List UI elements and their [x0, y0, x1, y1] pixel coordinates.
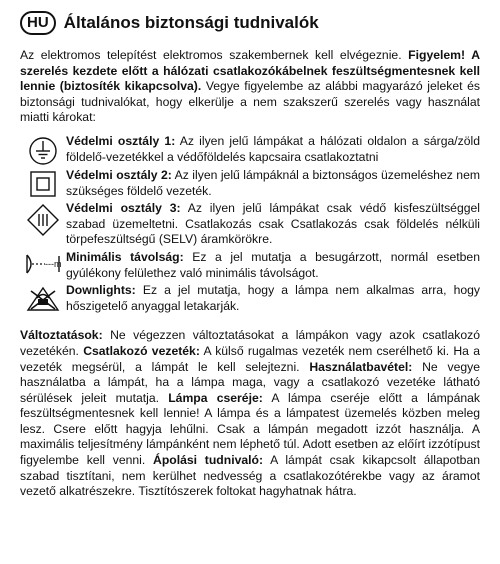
symbol-text: Az ilyen jelű lámpákat csak védő kisfeszültséggel szabad üzemeltetni. Csatlakozás csak Csatlakozás csak földelés nélküli törpefeszültségű (SELV) áramkörökre.: [66, 201, 480, 247]
double-insulation-icon: [20, 168, 66, 198]
symbol-label: Downlights:: [66, 283, 136, 298]
symbol-text: Az ilyen jelű lámpáknál a biztonságos üzemeléshez nem szükséges földelő vezeték.: [66, 167, 481, 198]
usage-label: Használatbavétel:: [309, 359, 413, 374]
changes-text: Ne végezzen változtatásokat a lámpákon vagy azok csatlakozó vezetékén.: [20, 328, 480, 358]
section-title: Általános biztonsági tudnivalók: [63, 13, 319, 32]
lamp-change-label: Lámpa cseréje:: [168, 390, 263, 405]
symbol-list: [20, 134, 480, 314]
symbol-row-class-1: [20, 134, 480, 166]
protective-earth-icon: [20, 134, 66, 166]
symbol-row-class-2: [20, 168, 480, 199]
distance-unit-label: ---m: [45, 258, 62, 269]
symbol-description: [66, 168, 480, 199]
usage-text: Ne vegye használatba a lámpát, ha a lámpa maga, vagy a csatlakozó vezetéke látható sérülések jeleit mutatja.: [20, 359, 481, 405]
symbol-text: Ez a jel mutatja, hogy a lámpa nem alkalmas arra, hogy hőszigetelő anyaggal letakarják.: [66, 283, 480, 313]
language-badge: HU: [20, 11, 56, 35]
instructions-paragraph: [20, 328, 480, 500]
care-label: Ápolási tudnivaló:: [153, 453, 264, 468]
intro-text: Az elektromos telepítést elektromos szakembernek kell elvégeznie.: [20, 48, 402, 62]
symbol-label: Védelmi osztály 3:: [66, 201, 181, 216]
intro-note: Vegye figyelembe az alábbi magyarázó jeleket és biztonsági tudnivalókat, hogy elkerülje a nem szakszerű szerelés vagy használat miatti károkat:: [20, 79, 480, 125]
symbol-row-min-distance: [20, 250, 480, 281]
section-header: [20, 10, 480, 36]
symbol-row-downlights: [20, 283, 480, 314]
changes-label: Változtatások:: [20, 328, 103, 343]
intro-warning: Figyelem! A szerelés kezdete előtt a hálózati csatlakozókábelnek feszültségmentesnek kell lennie (biztosíték kikapcsolva).: [20, 48, 480, 94]
symbol-label: Védelmi osztály 1:: [66, 133, 176, 148]
symbol-description: [66, 250, 480, 281]
care-text: A lámpát csak kikapcsolt állapotban szabad tisztítani, nem kerülhet nedvesség a csatlakozótérekbe vagy az áramot vezető alkatrészekre. Tisztítószerek foltokat hagyhatnak hátra.: [20, 453, 480, 499]
no-insulation-cover-icon: [20, 283, 66, 313]
cable-label: Csatlakozó vezeték:: [83, 343, 200, 358]
cable-text: A külső rugalmas vezeték nem cserélhető ki. Ha a vezeték megsérül, a lámpát le kell selejtezni.: [20, 343, 480, 374]
symbol-description: [66, 134, 480, 165]
minimum-distance-icon: [20, 250, 66, 276]
symbol-description: [66, 201, 480, 248]
intro-paragraph: [20, 48, 480, 126]
symbol-label: Védelmi osztály 2:: [66, 167, 172, 182]
protection-class-3-icon: [20, 201, 66, 237]
symbol-text: Ez a jel mutatja a besugárzott, normál esetben gyúlékony felülethez való minimális távolságot.: [66, 249, 480, 280]
safety-instructions-page: [20, 10, 480, 500]
symbol-row-class-3: [20, 201, 480, 248]
symbol-label: Minimális távolság:: [66, 249, 184, 264]
symbol-description: [66, 283, 480, 314]
lamp-change-text: A lámpa cseréje előtt a lámpának feszültségmentesnek kell lennie! A lámpa és a lámpatest üzemelés közben meleg lesz. Csere előtt hagyja lehűlni. Csak a lámpán megadott izzót használja. A maximális teljesítmény lámpánként nem léphető túl. Adott esetben az előírt izzótípust figyelembe kell venni.: [20, 390, 480, 468]
symbol-text: Az ilyen jelű lámpákat a hálózati oldalon a sárga/zöld földelő-vezetékkel a védőföldelés kapcsaira csatlakoztatni: [66, 133, 480, 164]
